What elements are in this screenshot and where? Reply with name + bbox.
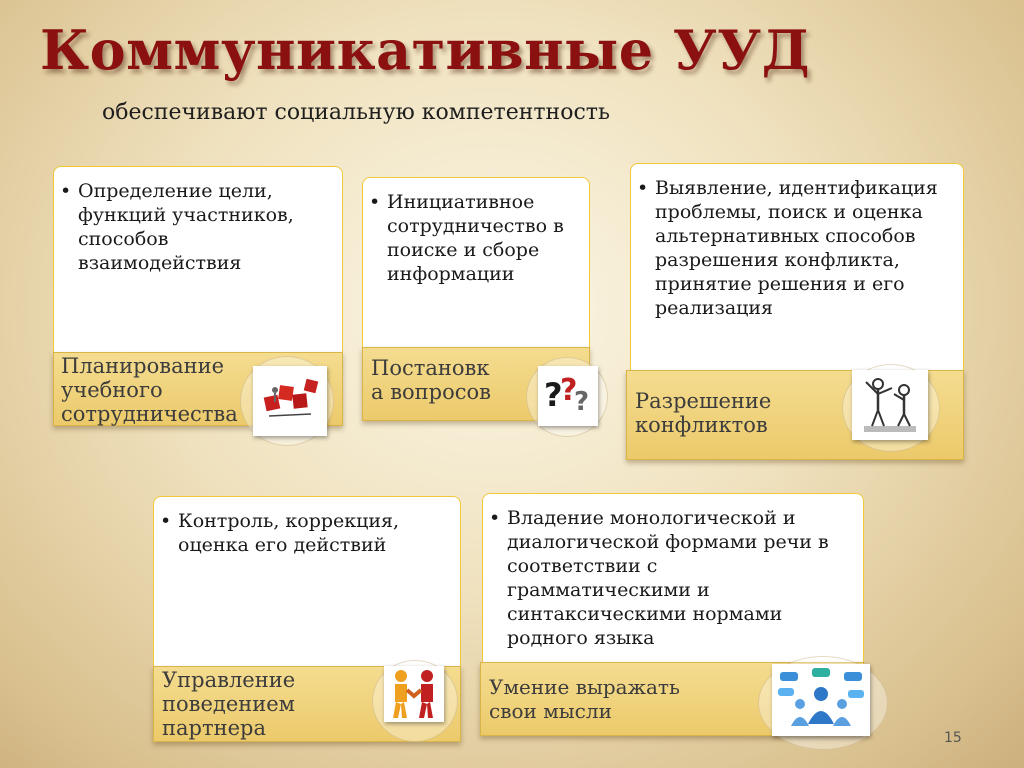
conflict-figures-icon <box>852 370 928 440</box>
card-planning <box>53 166 343 356</box>
speech-bubbles-icon <box>772 664 870 736</box>
label-line: Постановк <box>371 356 490 380</box>
plan-puzzle-icon <box>253 366 327 436</box>
label-line: Разрешение <box>635 389 772 413</box>
slide-title: Коммуникативные УУД <box>40 18 811 82</box>
label-line: Планирование <box>61 354 225 378</box>
card-conflicts-text: • Выявление, идентификация проблемы, поиск и оценка альтернативных способов разрешения конфликта, принятие решения и его реализация <box>631 176 940 320</box>
label-line: поведением <box>162 692 296 716</box>
card-questions-text: • Инициативное сотрудничество в поиске и сборе информации <box>363 190 577 286</box>
label-line: а вопросов <box>371 380 491 404</box>
card-conflicts <box>630 163 964 373</box>
card-partner-text: • Контроль, коррекция, оценка его действий <box>154 509 438 557</box>
label-line: партнера <box>162 716 266 740</box>
label-line: Управление <box>162 668 296 692</box>
card-expression <box>482 493 864 663</box>
handshake-icon <box>384 666 444 722</box>
card-planning-text: • Определение цели, функций участников, способов взаимодействия <box>54 179 318 275</box>
svg-text:?: ? <box>560 373 578 408</box>
card-questions <box>362 177 590 349</box>
svg-text:?: ? <box>574 387 590 417</box>
label-line: сотрудничества <box>61 402 238 426</box>
label-line: учебного <box>61 378 163 402</box>
card-expression-text: • Владение монологической и диалогической формами речи в соответствии с грамматическими и синтаксическими нормами родного языка <box>483 506 847 650</box>
svg-text:?: ? <box>544 376 563 414</box>
question-marks-icon <box>538 366 598 426</box>
label-line: конфликтов <box>635 413 768 437</box>
label-line: свои мысли <box>489 699 612 723</box>
card-partner <box>153 496 461 668</box>
slide-subtitle: обеспечивают социальную компетентность <box>102 100 610 125</box>
label-line: Умение выражать <box>489 675 680 699</box>
page-number: 15 <box>944 730 962 746</box>
